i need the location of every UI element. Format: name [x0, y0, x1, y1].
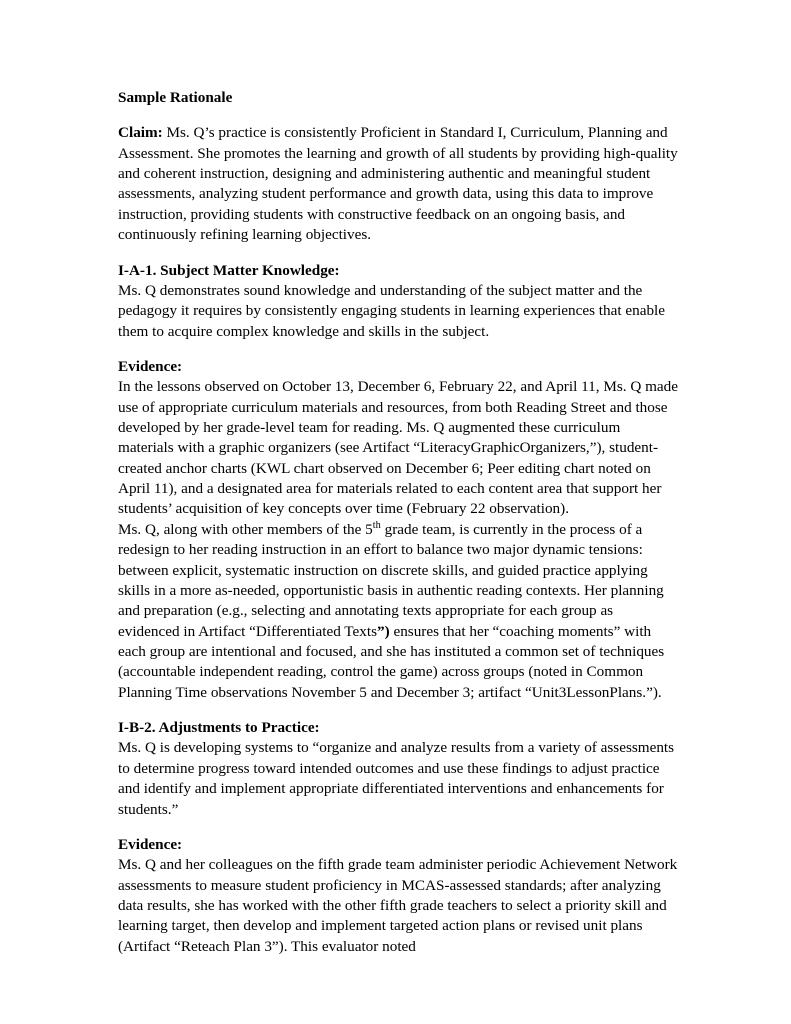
document-title-block [118, 88, 678, 108]
indicator-i-a-1-heading: I-A-1. Subject Matter Knowledge: [118, 261, 340, 279]
evidence-1-heading: Evidence: [118, 357, 183, 375]
evidence-1-p2-run3: ensures that her “coaching moments” with each group are intentional and focused, and she has instituted a common set of techniques (accountable independent reading, control the game) across groups (noted in Common Planning Time observations November 5 and December 3; artifact “Unit3LessonPlans.”). [118, 622, 665, 701]
evidence-1-p2-run1: Ms. Q, along with other members of the 5 [118, 520, 373, 538]
section-evidence-2 [118, 835, 678, 957]
evidence-2-paragraph-1: Ms. Q and her colleagues on the fifth grade team administer periodic Achievement Network assessments to measure student proficiency in MCAS-assessed standards; after analyzing data results, she has worked with the other fifth grade teachers to select a priority skill and learning target, then develop and implement targeted action plans or revised unit plans (Artifact “Reteach Plan 3”). This evaluator noted [118, 856, 678, 955]
indicator-i-b-2-text: Ms. Q is developing systems to “organize and analyze results from a variety of assessments to determine progress toward intended outcomes and use these findings to adjust practice and identify and implement appropriate differentiated interventions and enhancements for students.” [118, 739, 675, 818]
evidence-1-paragraph-2 [118, 520, 678, 703]
evidence-1-paragraph-1: In the lessons observed on October 13, December 6, February 22, and April 11, Ms. Q made use of appropriate curriculum materials and resources, from both Reading Street and those developed by her grade-level team for reading. Ms. Q augmented these curriculum materials with a graphic organizers (see Artifact “LiteracyGraphicOrganizers,”), student-created anchor charts (KWL chart observed on December 6; Peer editing chart noted on April 11), and a designated area for materials related to each content area that support her students’ acquisition of key concepts over time (February 22 observation). [118, 378, 678, 518]
section-indicator-i-b-2 [118, 718, 678, 820]
claim-label: Claim: [118, 124, 163, 142]
claim-paragraph [118, 123, 678, 245]
indicator-i-a-1-text: Ms. Q demonstrates sound knowledge and understanding of the subject matter and the pedagogy it requires by consistently engaging students in learning experiences that enable them to acquire complex knowledge and skills in the subject. [118, 281, 666, 340]
evidence-1-p2-bold-run: ”) [377, 622, 390, 640]
section-indicator-i-a-1 [118, 261, 678, 342]
evidence-2-heading: Evidence: [118, 835, 183, 853]
section-claim [118, 123, 678, 245]
claim-text: Ms. Q’s practice is consistently Proficient in Standard I, Curriculum, Planning and Assessment. She promotes the learning and growth of all students by providing high-quality and coherent instruction, designing and administering authentic and meaningful student assessments, analyzing student performance and growth data, using this data to improve instruction, providing students with constructive feedback on an ongoing basis, and continuously refining learning objectives. [118, 124, 678, 244]
document-body [118, 88, 678, 957]
section-evidence-1 [118, 357, 678, 703]
indicator-i-b-2-heading: I-B-2. Adjustments to Practice: [118, 719, 320, 737]
ordinal-suffix: th [372, 519, 381, 531]
page-title: Sample Rationale [118, 89, 233, 106]
evidence-1-p2-run2: grade team, is currently in the process of a redesign to her reading instruction in an effort to balance two major dynamic tensions: between explicit, systematic instruction on discrete skills, and guided practice applying skills in a more as-needed, opportunistic basis in authentic reading contexts. Her planning and preparation (e.g., selecting and annotating texts appropriate for each group as evidenced in Artifact “Differentiated Texts [118, 520, 664, 640]
